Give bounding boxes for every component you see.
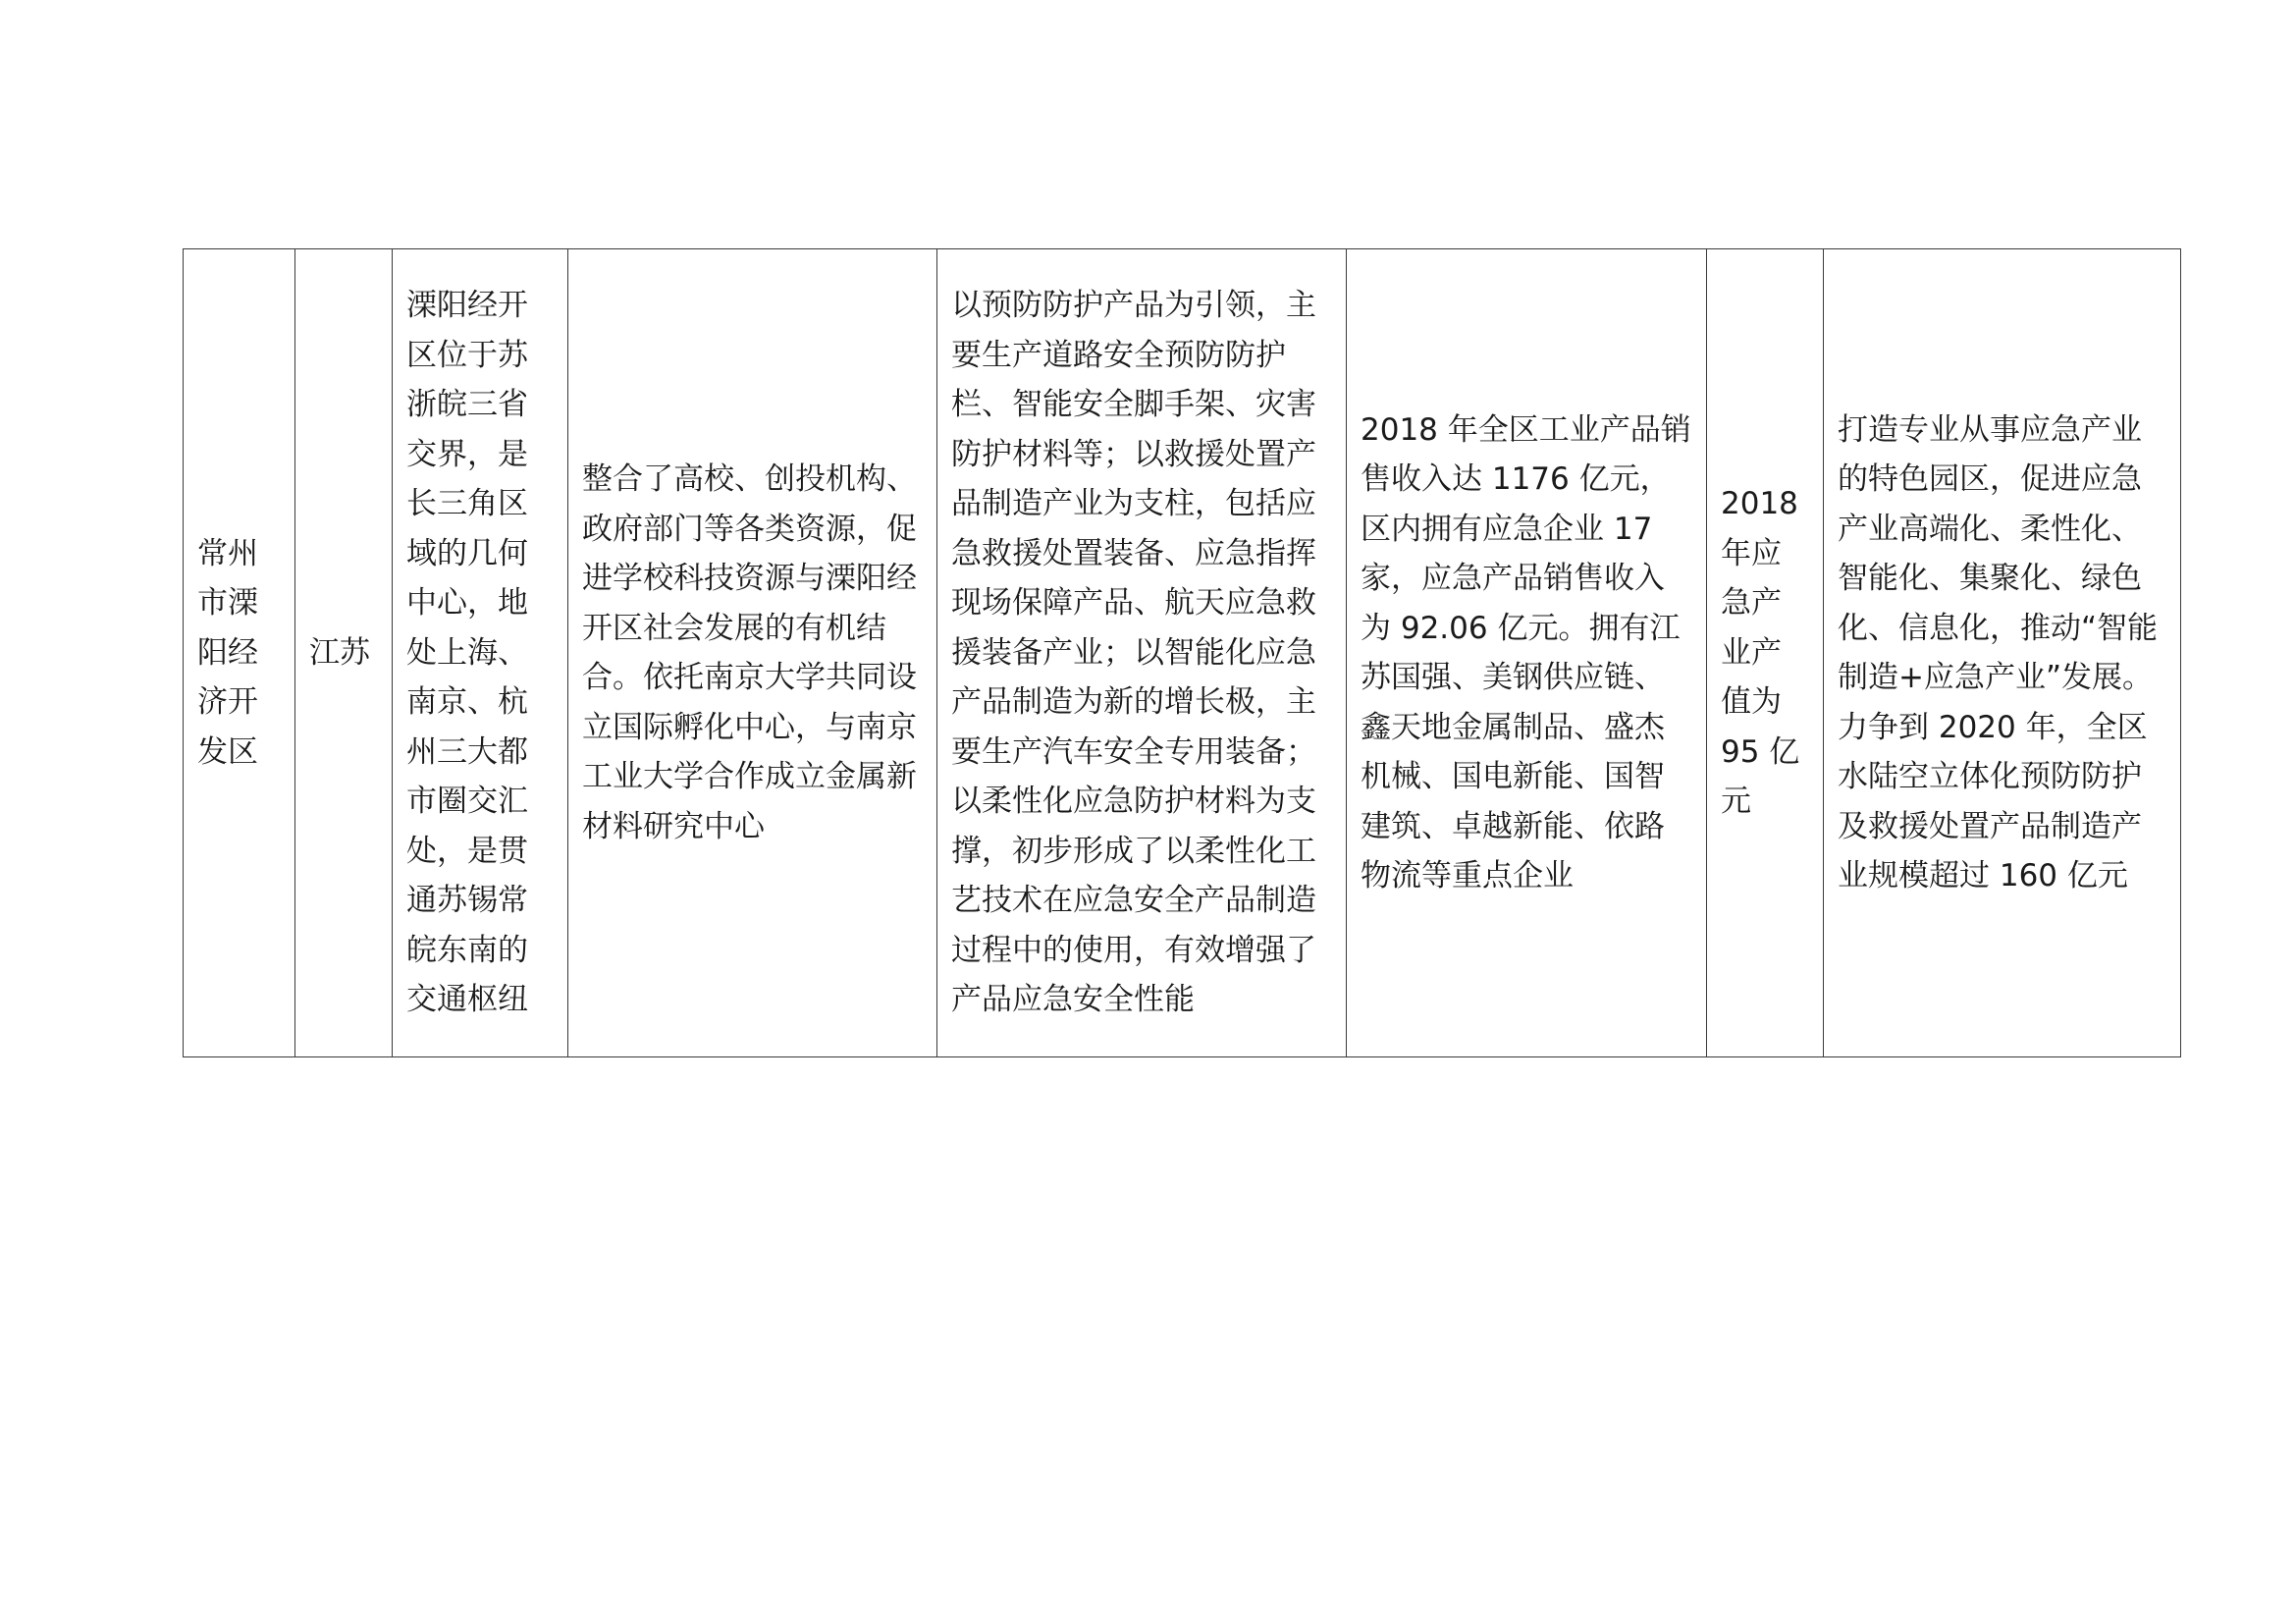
enterprises-description: 2018 年全区工业产品销售收入达 1176 亿元，区内拥有应急企业 17 家，应急产品销售收入为 92.06 亿元。拥有江苏国强、美钢供应链、鑫天地金属制品、盛杰机械、国电新能、国智建筑、卓越新能、依路物流等重点企业 (1361, 411, 1691, 893)
location-description: 溧阳经开区位于苏浙皖三省交界，是长三角区域的几何中心，地处上海、南京、杭州三大都市圈交汇处，是贯通苏锡常皖东南的交通枢纽 (406, 288, 528, 1018)
output-value: 2018 年应急产业产值为 95 亿元 (1721, 486, 1800, 820)
province-cell (295, 249, 393, 1057)
location-cell (393, 249, 568, 1057)
resources-description: 整合了高校、创投机构、政府部门等各类资源，促进学校科技资源与溧阳经开区社会发展的有机结合。依托南京大学共同设立国际孵化中心，与南京工业大学合作成立金属新材料研究中心 (582, 461, 917, 844)
zone-cell (184, 249, 295, 1057)
zone-name: 常州市溧阳经济开发区 (197, 535, 258, 770)
province-name: 江苏 (309, 634, 370, 671)
industry-description: 以预防防护产品为引领，主要生产道路安全预防防护栏、智能安全脚手架、灾害防护材料等；以救援处置产品制造产业为支柱，包括应急救援处置装备、应急指挥现场保障产品、航天应急救援装备产业；以智能化应急产品制造为新的增长极，主要生产汽车安全专用装备；以柔性化应急防护材料为支撑，初步形成了以柔性化工艺技术在应急安全产品制造过程中的使用，有效增强了产品应急安全性能 (951, 288, 1316, 1018)
output-cell (1707, 249, 1824, 1057)
goals-description: 打造专业从事应急产业的特色园区，促进应急产业高端化、柔性化、智能化、集聚化、绿色化、信息化，推动“智能制造+应急产业”发展。力争到 2020 年，全区水陆空立体化预防防护及救援处置产品制造产业规模超过 160 亿元 (1838, 411, 2159, 893)
enterprises-cell (1347, 249, 1707, 1057)
resources-cell (568, 249, 937, 1057)
industry-cell (937, 249, 1347, 1057)
goals-cell (1824, 249, 2181, 1057)
table-row (184, 249, 2181, 1057)
emergency-industry-table (183, 248, 2181, 1057)
